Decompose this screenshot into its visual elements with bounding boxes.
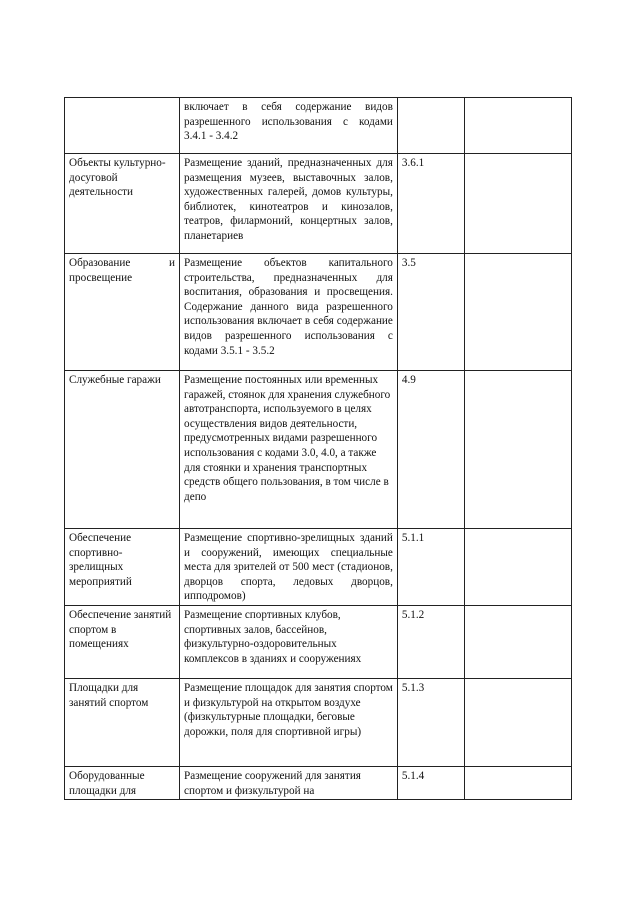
- use-name-cell: [65, 98, 180, 154]
- use-note-cell: [465, 154, 572, 254]
- use-code-cell: 3.5: [397, 254, 464, 371]
- use-name-cell: Объекты культурно-досуговой деятельности: [65, 154, 180, 254]
- use-note-cell: [465, 766, 572, 799]
- use-description-cell: Размещение спортивно-зрелищных зданий и сооружений, имеющих специальные места для зрителей от 500 мест (стадионов, дворцов спорта, ледовых дворцов, ипподромов): [180, 529, 398, 606]
- use-name-cell: Служебные гаражи: [65, 371, 180, 529]
- use-code-cell: [397, 98, 464, 154]
- use-code-cell: 5.1.3: [397, 678, 464, 766]
- table-row: [65, 529, 572, 606]
- land-use-table: [64, 97, 572, 800]
- use-code-cell: 3.6.1: [397, 154, 464, 254]
- use-code-cell: 5.1.4: [397, 766, 464, 799]
- use-note-cell: [465, 98, 572, 154]
- table-row: [65, 678, 572, 766]
- table-row: [65, 605, 572, 678]
- use-note-cell: [465, 605, 572, 678]
- table-row: [65, 766, 572, 799]
- use-description-cell: включает в себя содержание видов разрешенного использования с кодами 3.4.1 - 3.4.2: [180, 98, 398, 154]
- use-note-cell: [465, 678, 572, 766]
- use-description-cell: Размещение объектов капитального строительства, предназначенных для воспитания, образования и просвещения. Содержание данного вида разрешенного использования включает в себя содержание видов разрешенного использования с кодами 3.5.1 - 3.5.2: [180, 254, 398, 371]
- use-code-cell: 5.1.2: [397, 605, 464, 678]
- table-row: [65, 254, 572, 371]
- use-note-cell: [465, 529, 572, 606]
- use-name-cell: Образование и просвещение: [65, 254, 180, 371]
- use-description-cell: Размещение спортивных клубов, спортивных залов, бассейнов, физкультурно-оздоровительных комплексов в зданиях и сооружениях: [180, 605, 398, 678]
- use-description-cell: Размещение зданий, предназначенных для размещения музеев, выставочных залов, художественных галерей, домов культуры, библиотек, кинотеатров и кинозалов, театров, филармоний, концертных залов, планетариев: [180, 154, 398, 254]
- use-description-cell: Размещение площадок для занятия спортом и физкультурой на открытом воздухе (физкультурные площадки, беговые дорожки, поля для спортивной игры): [180, 678, 398, 766]
- use-code-cell: 5.1.1: [397, 529, 464, 606]
- use-description-cell: Размещение постоянных или временных гаражей, стоянок для хранения служебного автотранспорта, используемого в целях осуществления видов деятельности, предусмотренных видами разрешенного использования с кодами 3.0, 4.0, а также для стоянки и хранения транспортных средств общего пользования, в том числе в депо: [180, 371, 398, 529]
- use-note-cell: [465, 254, 572, 371]
- use-note-cell: [465, 371, 572, 529]
- table-row: [65, 98, 572, 154]
- use-description-cell: Размещение сооружений для занятия спортом и физкультурой на: [180, 766, 398, 799]
- use-name-cell: Обеспечение занятий спортом в помещениях: [65, 605, 180, 678]
- use-name-cell: Обеспечение спортивно-зрелищных мероприятий: [65, 529, 180, 606]
- use-name-cell: Площадки для занятий спортом: [65, 678, 180, 766]
- table-row: [65, 371, 572, 529]
- table-row: [65, 154, 572, 254]
- use-code-cell: 4.9: [397, 371, 464, 529]
- use-name-cell: Оборудованные площадки для: [65, 766, 180, 799]
